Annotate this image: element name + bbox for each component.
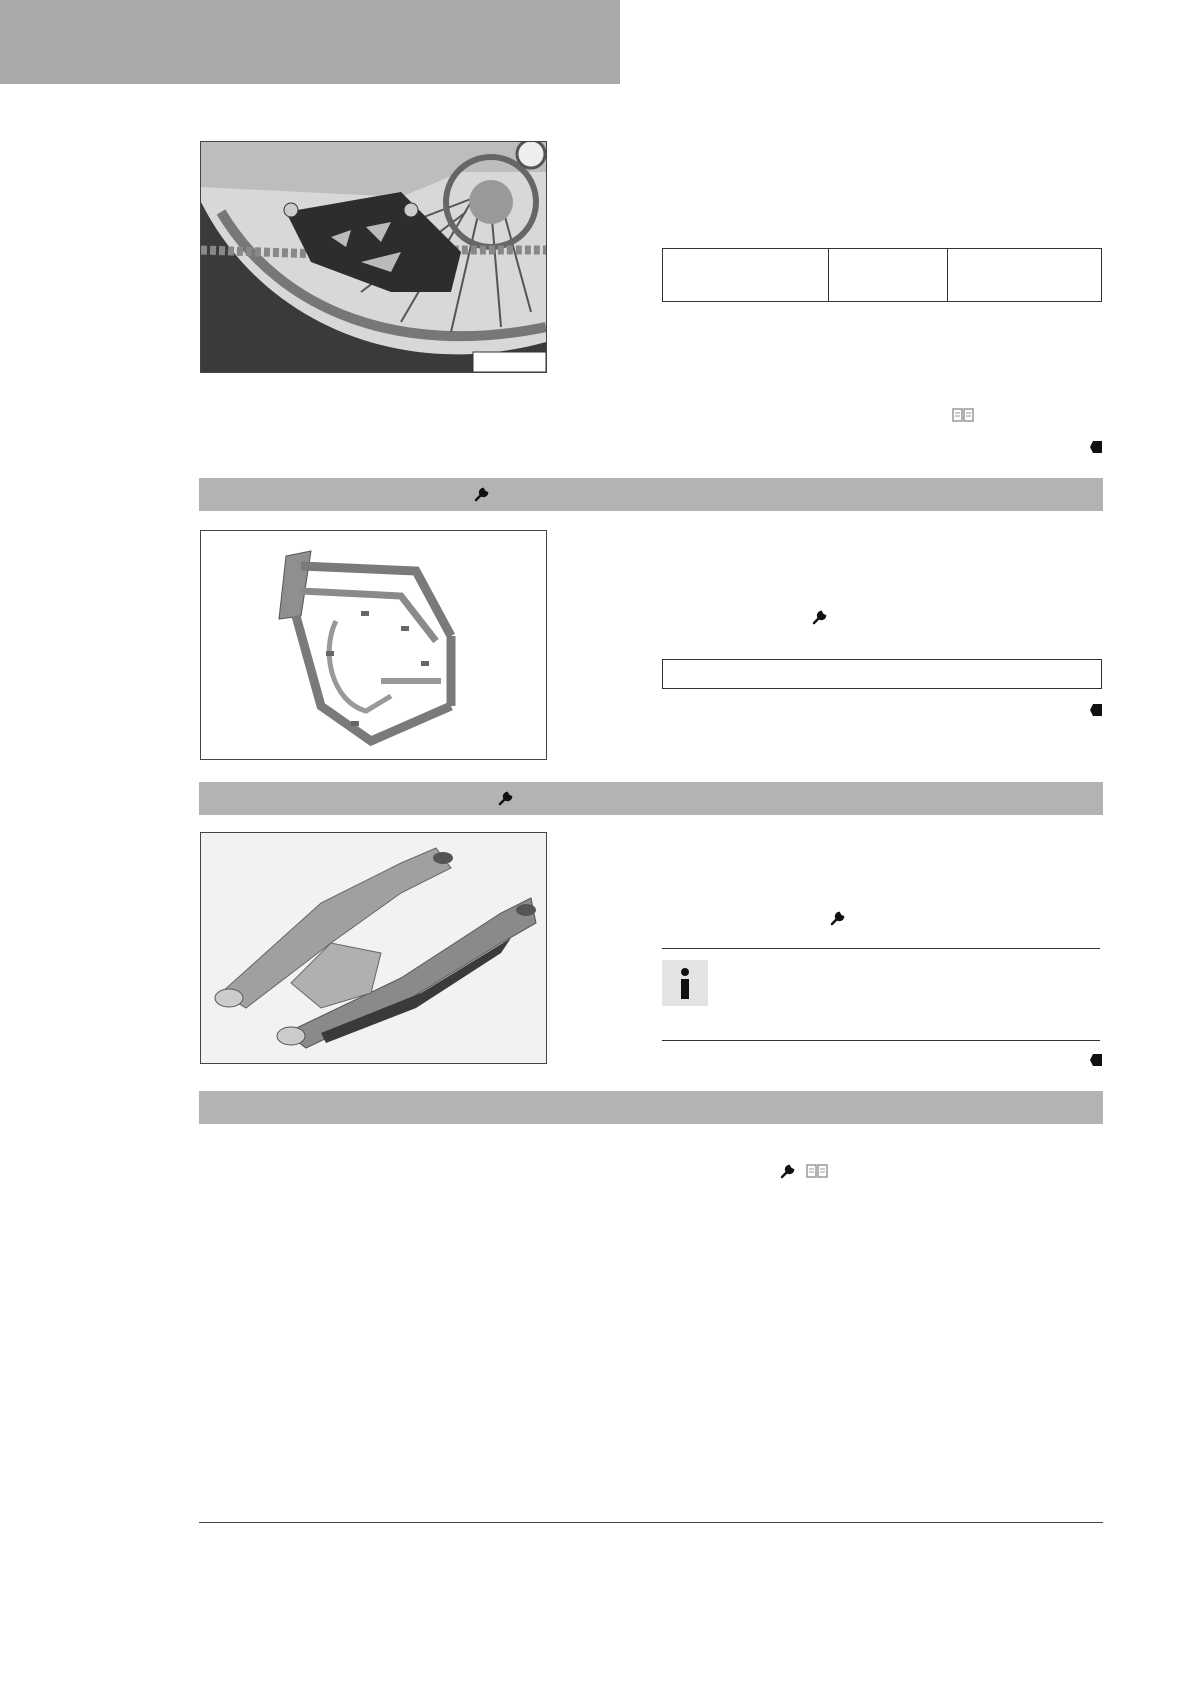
end-of-section-icon bbox=[1090, 1053, 1102, 1065]
wrench-icon bbox=[474, 486, 490, 502]
table-cell bbox=[828, 249, 829, 301]
section-bar-frame bbox=[199, 478, 1103, 511]
specification-table bbox=[662, 248, 1102, 302]
wrench-icon bbox=[812, 609, 828, 625]
wrench-icon bbox=[498, 790, 514, 806]
end-of-section-icon bbox=[1090, 440, 1102, 452]
chain-guide-illustration bbox=[201, 142, 546, 372]
chain-guide-figure bbox=[200, 141, 547, 373]
frame-figure bbox=[200, 530, 547, 760]
wrench-icon bbox=[830, 910, 846, 926]
info-icon bbox=[662, 960, 708, 1006]
specification-row bbox=[662, 659, 1102, 689]
info-box-top-rule bbox=[662, 948, 1100, 949]
header-bar bbox=[0, 0, 620, 84]
manual-reference-icon[interactable] bbox=[952, 408, 974, 422]
table-cell bbox=[947, 249, 948, 301]
swingarm-figure bbox=[200, 832, 547, 1064]
info-box-bottom-rule bbox=[662, 1040, 1100, 1041]
footer-rule bbox=[199, 1522, 1103, 1523]
frame-illustration bbox=[201, 531, 546, 759]
swingarm-illustration bbox=[201, 833, 546, 1063]
wrench-icon bbox=[780, 1163, 796, 1179]
section-bar-empty bbox=[199, 1091, 1103, 1124]
manual-reference-icon[interactable] bbox=[806, 1164, 828, 1178]
section-bar-swingarm bbox=[199, 782, 1103, 815]
end-of-section-icon bbox=[1090, 703, 1102, 715]
